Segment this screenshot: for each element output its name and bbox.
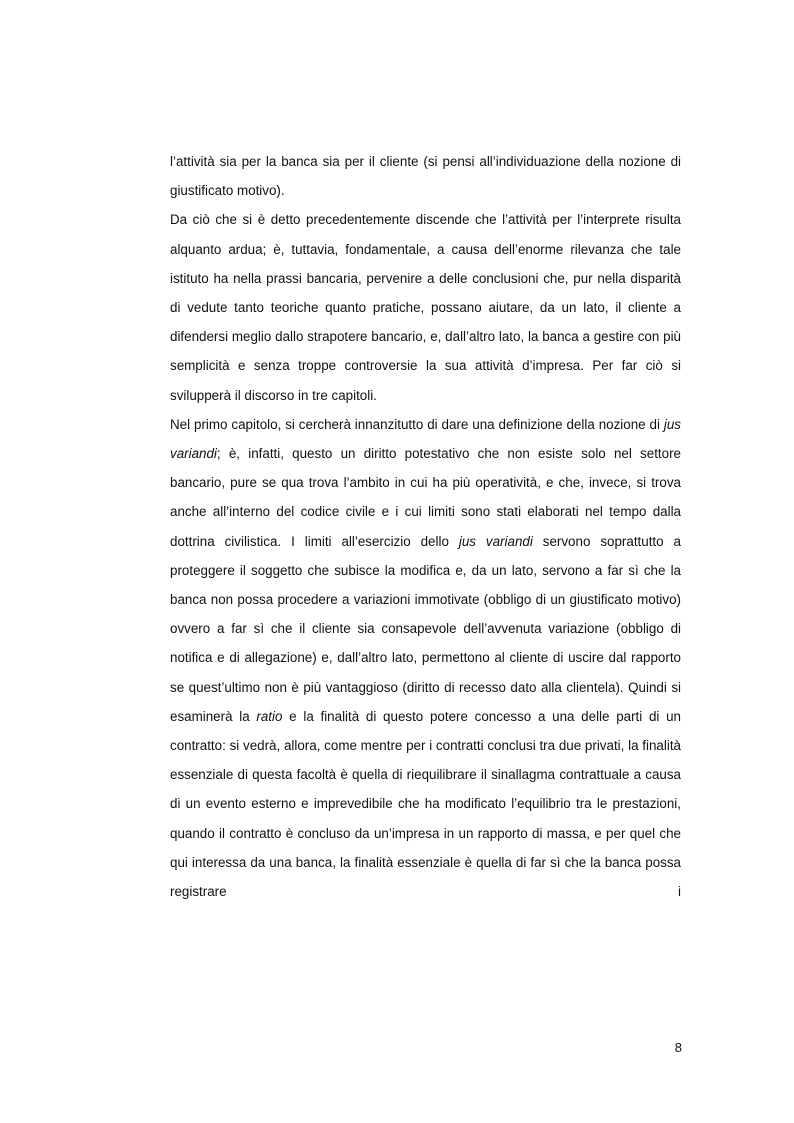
paragraph-3-segment-3: ; è, infatti, questo un diritto potestativo che non esiste solo nel settore bancario, pure se qua trova l’ambito in cui ha più operatività, e che, invece, si trova anche all’interno del codice civile e i cui limiti sono stati elaborati nel tempo dalla dottrina civilistica. I limiti all’esercizio dello — [170, 446, 681, 549]
paragraph-1 — [170, 147, 681, 205]
paragraph-3-segment-2-italic: jus variandi — [170, 416, 681, 462]
paragraph-2-segment-1: Da ciò che si è detto precedentemente discende che l’attività per l’interprete risulta alquanto ardua; è, tuttavia, fondamentale, a causa dell’enorme rilevanza che tale istituto ha nella prassi bancaria, pervenire a delle conclusioni che, pur nella disparità di vedute tanto teoriche quanto pratiche, possano aiutare, da un lato, il cliente a difendersi meglio dallo strapotere bancario, e, dall’altro lato, la banca a gestire con più semplicità e senza troppe controversie la sua attività d’impresa. Per far ciò si svilupperà il discorso in tre capitoli. — [170, 212, 681, 403]
paragraph-3-segment-4-italic: jus variandi — [458, 533, 533, 549]
paragraph-3-segment-6-italic: ratio — [256, 708, 283, 724]
paragraph-3-segment-5: servono soprattutto a proteggere il soggetto che subisce la modifica e, da un lato, servono a far sì che la banca non possa procedere a variazioni immotivate (obbligo di un giustificato motivo) ovvero a far sì che il cliente sia consapevole dell’avvenuta variazione (obbligo di notifica e di allegazione) e, dall’altro lato, permettono al cliente di uscire dal rapporto se quest’ultimo non è più vantaggioso (diritto di recesso dato alla clientela). Quindi si esaminerà la — [170, 533, 681, 724]
body-text — [170, 147, 681, 906]
paragraph-3-segment-1: Nel primo capitolo, si cercherà innanzitutto di dare una definizione della nozione di — [170, 416, 664, 432]
paragraph-3-segment-7: e la finalità di questo potere concesso a una delle parti di un contratto: si vedrà, allora, come mentre per i contratti conclusi tra due privati, la finalità essenziale di questa facoltà è quella di riequilibrare il sinallagma contrattuale a causa di un evento esterno e imprevedibile che ha modificato l’equilibrio tra le prestazioni, quando il contratto è concluso da un’impresa in un rapporto di massa, e per quel che qui interessa da una banca, la finalità essenziale è quella di far sì che la banca possa registrare i — [170, 708, 681, 900]
page-number: 8 — [674, 1040, 682, 1055]
paragraph-2 — [170, 205, 681, 409]
paragraph-1-segment-1: l’attività sia per la banca sia per il cliente (si pensi all’individuazione della nozione di giustificato motivo). — [170, 154, 681, 199]
paragraph-3 — [170, 410, 681, 906]
